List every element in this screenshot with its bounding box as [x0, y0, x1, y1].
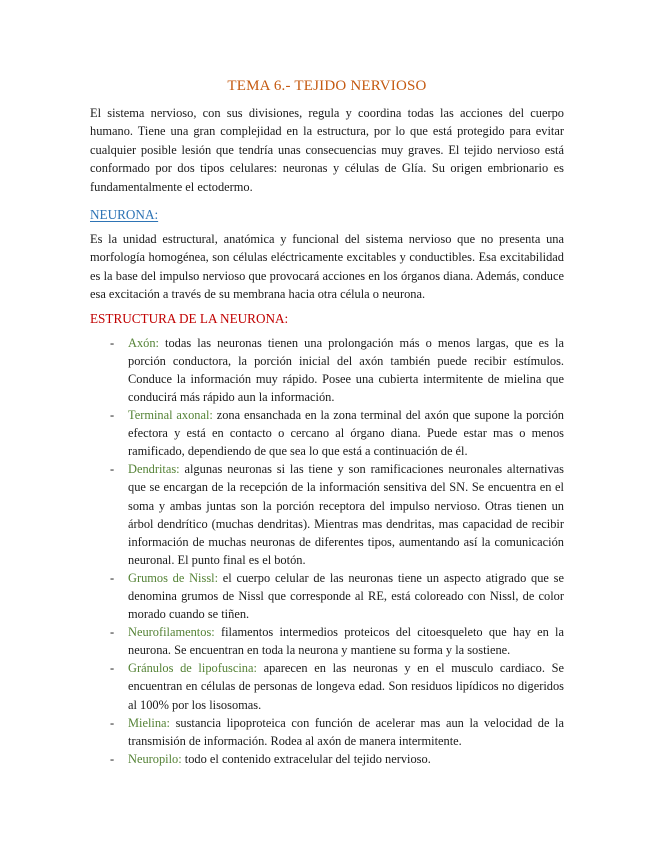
term-label: Gránulos de lipofuscina: [128, 661, 257, 676]
estructura-heading: ESTRUCTURA DE LA NEURONA: [90, 310, 289, 326]
document-title: TEMA 6.- TEJIDO NERVIOSO [227, 78, 427, 94]
term-description: aparecen en las neuronas y en el musculo cardiaco. Se encuentran en células de personas de longeva edad. Son residuos lipídicos no digeridos al 100% por los lisosomas. [128, 661, 564, 712]
list-item-dendritas: - Dendritas: algunas neuronas si las tiene y son ramificaciones neuronales alternativas que se encargan de la recepción de la información sensitiva del SN. Se encuentra en el soma y ambas juntas son la porción receptora del impulso nervioso. Otras tienen un árbol dendrítico (muchas dendritas). Mientras mas dendritas, mas capacidad de recibir información de muchas neuronas de diferentes tipos, aumentando así la comunicación neuronal. El punto final es el botón. [110, 462, 564, 567]
list-item-neurofilamentos: - Neurofilamentos: filamentos intermedios proteicos del citoesqueleto que hay en la neurona. Se encuentran en toda la neurona y mantiene su forma y la sostiene. [110, 625, 564, 658]
term-label: Mielina: [128, 715, 170, 730]
neurona-paragraph: Es la unidad estructural, anatómica y funcional del sistema nervioso que no presenta una morfología homogénea, son células eléctricamente excitables y conductibles. Esa excitabilidad es la base del impulso nervioso que provocará acciones en los órganos diana. Además, conduce esa excitación a través de su membrana hacia otra célula o neurona. [90, 232, 564, 302]
term-description: el cuerpo celular de las neuronas tiene un aspecto atigrado que se denomina grumos de Nissl que corresponde al RE, está coloreado con Nissl, de color morado cuando se tiñen. [128, 570, 564, 622]
list-item-axon: - Axón: todas las neuronas tienen una prolongación más o menos largas, que es la porción conductora, la porción inicial del axón también puede recibir estímulos. Conduce la información muy rápido. Posee una cubierta intermitente de mielina que conducirá más rápido aun la información. [110, 335, 564, 404]
list-item-mielina: - Mielina: sustancia lipoproteica con función de acelerar mas aun la velocidad de la transmisión de información. Rodea al axón de manera intermitente. [110, 715, 564, 748]
term-label: Dendritas: [128, 462, 180, 477]
term-description: algunas neuronas si las tiene y son ramificaciones neuronales alternativas que se encargan de la recepción de la información sensitiva del SN. Se encuentra en el soma y ambas juntas son la porción receptora del impulso nervioso. Otras tienen un árbol dendrítico (muchas dendritas). Mientras mas dendritas, mas capacidad de recibir información de muchas neuronas de diferentes tipos, aumentando así la comunicación neuronal. El punto final es el botón. [128, 462, 564, 567]
neurona-heading: NEURONA: [90, 207, 159, 223]
estructura-list [90, 334, 564, 768]
term-label: Neurofilamentos: [128, 625, 215, 640]
term-label: Axón: [128, 335, 159, 350]
term-description: todas las neuronas tienen una prolongación más o menos largas, que es la porción conductora, la porción inicial del axón también puede recibir estímulos. Conduce la información muy rápido. Posee una cubierta intermitente de mielina que conducirá más rápido aun la información. [128, 335, 564, 404]
list-item-grumos-nissl: - Grumos de Nissl: el cuerpo celular de las neuronas tiene un aspecto atigrado que se denomina grumos de Nissl que corresponde al RE, está coloreado con Nissl, de color morado cuando se tiñen. [110, 570, 564, 622]
term-label: Neuropilo: [128, 751, 182, 766]
term-description: zona ensanchada en la zona terminal del axón que supone la porción efectora y está en contacto o cercano al órgano diana. Puede estar mas o menos ramificado, dependiendo de que sea lo que está a continuación de él. [128, 408, 564, 459]
term-description: sustancia lipoproteica con función de acelerar mas aun la velocidad de la transmisión de información. Rodea al axón de manera intermitente. [128, 715, 564, 748]
term-description: filamentos intermedios proteicos del citoesqueleto que hay en la neurona. Se encuentran en toda la neurona y mantiene su forma y la sostiene. [128, 625, 564, 658]
document-page [90, 76, 564, 768]
term-description: todo el contenido extracelular del tejido nervioso. [181, 751, 431, 766]
intro-paragraph: El sistema nervioso, con sus divisiones, regula y coordina todas las acciones del cuerpo humano. Tiene una gran complejidad en la estructura, por lo que está protegido para evitar cualquier posible lesión que tendría unas consecuencias muy graves. El tejido nervioso está conformado por dos tipos celulares: neuronas y células de Glía. Su origen embrionario es fundamentalmente el ectodermo. [90, 106, 564, 194]
term-label: Terminal axonal: [128, 408, 213, 423]
list-item-lipofuscina: - Gránulos de lipofuscina: aparecen en las neuronas y en el musculo cardiaco. Se encuentran en células de personas de longeva edad. Son residuos lipídicos no digeridos al 100% por los lisosomas. [110, 661, 564, 712]
list-item-terminal-axonal: - Terminal axonal: zona ensanchada en la zona terminal del axón que supone la porción efectora y está en contacto o cercano al órgano diana. Puede estar mas o menos ramificado, dependiendo de que sea lo que está a continuación de él. [110, 408, 564, 459]
list-item-neuropilo: - Neuropilo: todo el contenido extracelular del tejido nervioso. [110, 751, 431, 766]
term-label: Grumos de Nissl: [128, 570, 219, 585]
